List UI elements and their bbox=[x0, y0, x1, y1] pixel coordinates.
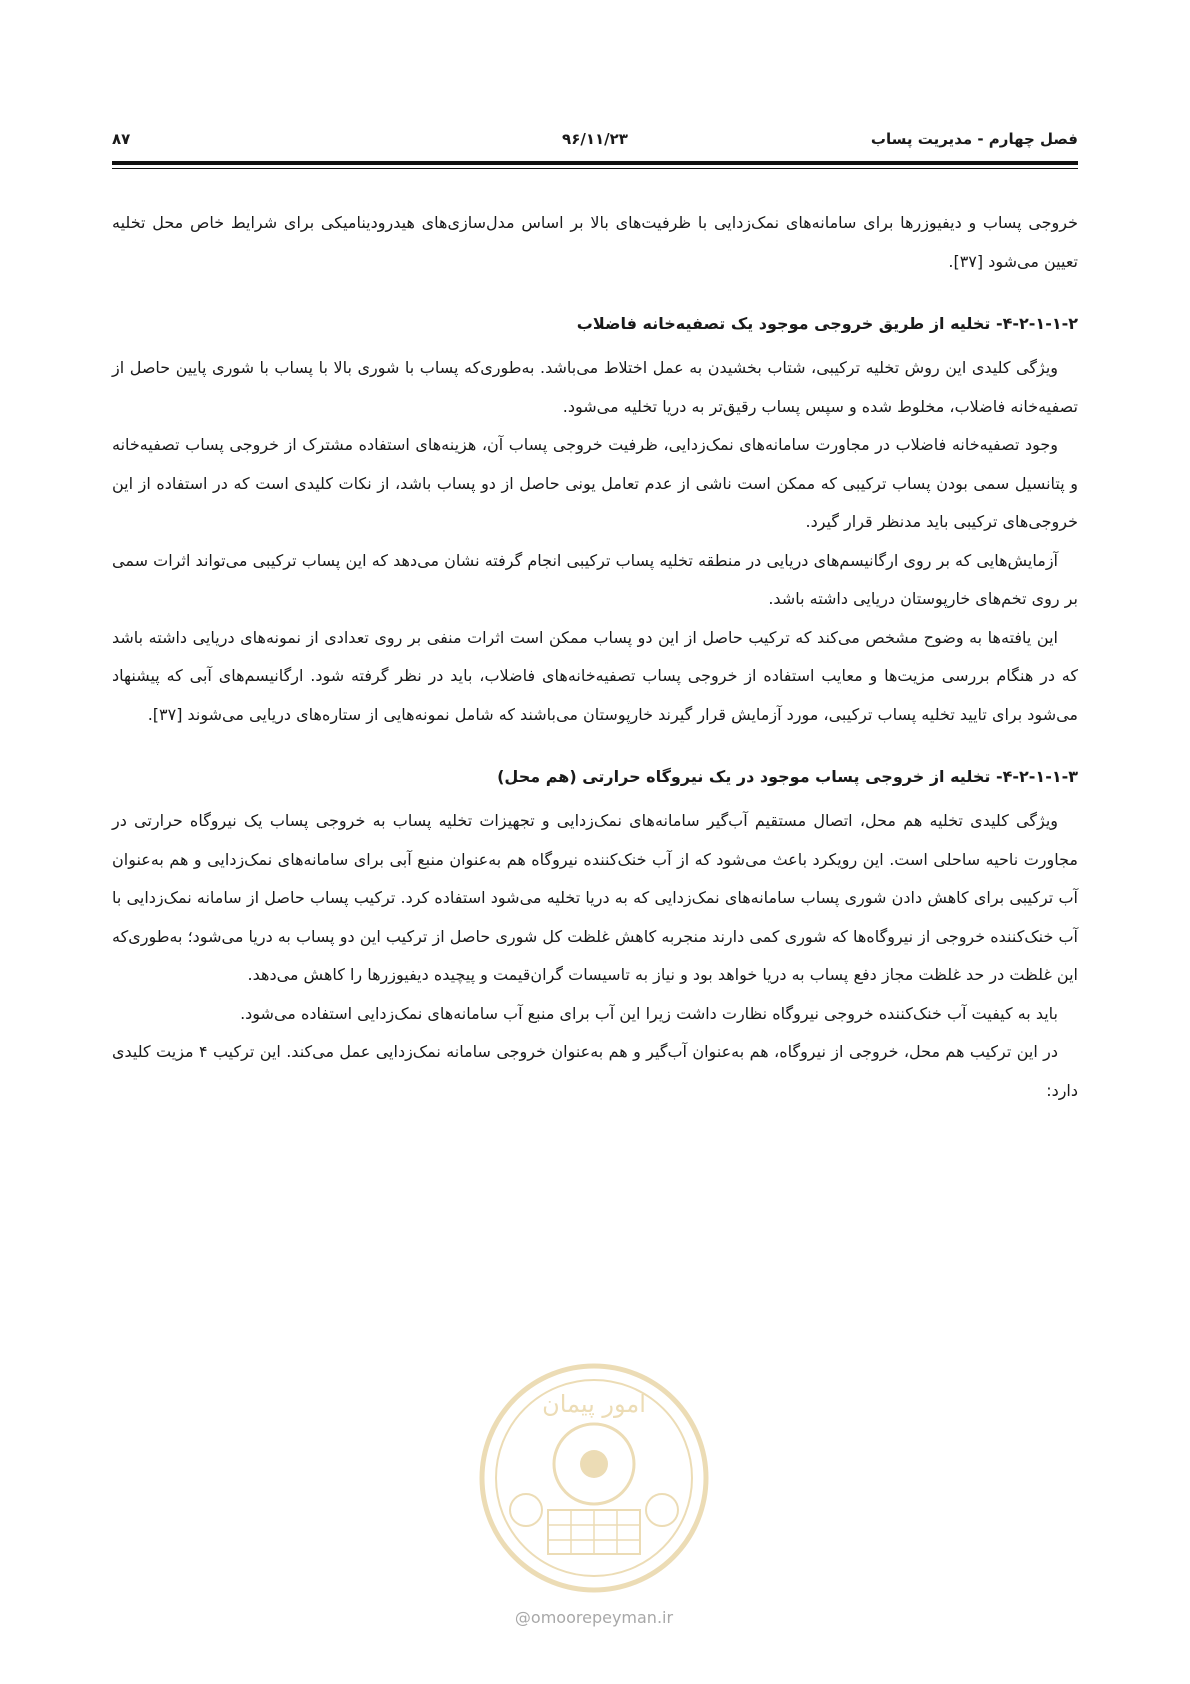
page-body bbox=[112, 204, 1078, 1110]
section-heading: ۴-۲-۱-۱-۲- تخلیه از طریق خروجی موجود یک تصفیه‌خانه فاضلاب bbox=[576, 314, 1078, 333]
watermark-text: امور پیمان bbox=[542, 1390, 646, 1418]
body-paragraph: آزمایش‌هایی که بر روی ارگانیسم‌های دریایی در منطقه تخلیه پساب ترکیبی انجام گرفته نشان می‌دهد که این پساب ترکیبی می‌تواند اثرات سمی بر روی تخم‌های خارپوستان دریایی داشته باشد. bbox=[112, 550, 1078, 608]
body-paragraph: وجود تصفیه‌خانه فاضلاب در مجاورت سامانه‌های نمک‌زدایی، ظرفیت خروجی پساب آن، هزینه‌های استفاده مشترک از خروجی پساب تصفیه‌خانه و پتانسیل سمی بودن پساب ترکیبی که ممکن است ناشی از عدم تعامل یونی حاصل از دو پساب باشد، از نکات کلیدی است که در استفاده از این خروجی‌های ترکیبی باید مدنظر قرار گیرد. bbox=[112, 435, 1078, 531]
watermark-url: @omoorepeyman.ir bbox=[514, 1608, 674, 1627]
header-date: ۹۶/۱۱/۲۳ bbox=[562, 130, 628, 148]
section-heading: ۴-۲-۱-۱-۳- تخلیه از خروجی پساب موجود در یک نیروگاه حرارتی (هم محل) bbox=[497, 767, 1078, 786]
body-paragraph: این یافته‌ها به وضوح مشخص می‌کند که ترکیب حاصل از این دو پساب ممکن است اثرات منفی بر روی تعدادی از نمونه‌های دریایی داشته باشد که در هنگام بررسی مزیت‌ها و معایب استفاده از خروجی پساب تصفیه‌خانه‌های فاضلاب، باید در نظر گرفته شود. ارگانیسم‌های آبی که پیشنهاد می‌شود برای تایید تخلیه پساب ترکیبی، مورد آزمایش قرار گیرند خارپوستان می‌باشند که شامل نمونه‌هایی از ستاره‌های دریایی می‌شوند [۳۷]. bbox=[112, 627, 1078, 724]
body-paragraph: ویژگی کلیدی تخلیه هم محل، اتصال مستقیم آب‌گیر سامانه‌های نمک‌زدایی و تجهیزات تخلیه پساب به خروجی پساب یک نیروگاه حرارتی در مجاورت ناحیه ساحلی است. این رویکرد باعث می‌شود که از آب خنک‌کننده نیروگاه هم به‌عنوان منبع آبی برای سامانه‌های نمک‌زدایی و هم به‌عنوان آب ترکیبی برای کاهش دادن شوری پساب سامانه‌های نمک‌زدایی که به دریا تخلیه می‌شود استفاده کرد. ترکیب پساب حاصل از سامانه نمک‌زدایی با آب خنک‌کننده خروجی از نیروگاه‌ها که شوری کمی دارند منجربه کاهش غلظت کل شوری حاصل از ترکیب این دو پساب به دریا می‌شود؛ به‌طوری‌که این غلظت در حد غلظت مجاز دفع پساب به دریا خواهد بود و نیاز به تاسیسات گران‌قیمت و پیچیده دیفیوزرها را کاهش می‌دهد. bbox=[112, 811, 1078, 984]
body-paragraph: در این ترکیب هم محل، خروجی از نیروگاه، هم به‌عنوان آب‌گیر و هم به‌عنوان خروجی سامانه نمک‌زدایی عمل می‌کند. این ترکیب ۴ مزیت کلیدی دارد: bbox=[112, 1042, 1078, 1100]
page-header bbox=[112, 126, 1078, 152]
body-paragraph: ویژگی کلیدی این روش تخلیه ترکیبی، شتاب بخشیدن به عمل اختلاط می‌باشد. به‌طوری‌که پساب با شوری بالا با پساب با شوری پایین حاصل از تصفیه‌خانه فاضلاب، مخلوط شده و سپس پساب رقیق‌تر به دریا تخلیه می‌شود. bbox=[112, 358, 1078, 416]
body-paragraph: خروجی پساب و دیفیوزرها برای سامانه‌های نمک‌زدایی با ظرفیت‌های بالا بر اساس مدل‌سازی‌های هیدرودینامیکی برای شرایط خاص محل تخلیه تعیین می‌شود [۳۷]. bbox=[112, 213, 1078, 271]
watermark-seal bbox=[476, 1360, 712, 1596]
header-rule-thin bbox=[112, 168, 1078, 169]
chapter-title: فصل چهارم - مدیریت پساب bbox=[870, 130, 1078, 148]
header-rule-thick bbox=[112, 161, 1078, 165]
body-paragraph: باید به کیفیت آب خنک‌کننده خروجی نیروگاه نظارت داشت زیرا این آب برای منبع آب سامانه‌های نمک‌زدایی استفاده می‌شود. bbox=[240, 1003, 1058, 1023]
page-number: ۸۷ bbox=[112, 130, 131, 148]
